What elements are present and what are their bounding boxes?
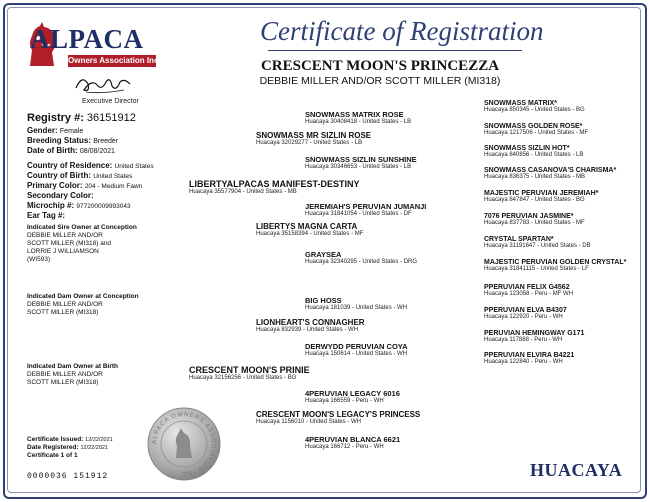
pedigree-dam-dam: CRESCENT MOON'S LEGACY'S PRINCESS Huacaya 1156010 - United States - WH [256, 410, 421, 425]
date-registered-field: Date Registered: 12/22/2021 [27, 444, 108, 451]
microchip-field: Microchip #: 977200009993043 [27, 201, 131, 210]
pedigree-gen4-entry: 7076 PERUVIAN JASMINE* Huacaya 837783 - United States - MF [484, 213, 585, 226]
sire-owner-line: (WI593) [27, 256, 51, 263]
executive-title: Executive Director [82, 98, 139, 105]
dam-owner-line: SCOTT MILLER (MI318) [27, 309, 99, 316]
ear-tag-field: Ear Tag #: [27, 211, 66, 220]
org-logo-text: ALPACA [30, 24, 144, 54]
pedigree-dss: BIG HOSS Huacaya 181039 - United States - WH [305, 296, 408, 311]
country-birth-field: Country of Birth: United States [27, 171, 133, 180]
sire-owner-line: DEBBIE MILLER AND/OR [27, 232, 103, 239]
birth-owner-line: SCOTT MILLER (MI318) [27, 379, 99, 386]
pedigree-gen4-entry: SNOWMASS SIZLIN HOT* Huacaya 840856 - United States - LB [484, 145, 584, 158]
registry-number: Registry #: 36151912 [27, 112, 136, 124]
breed-label: HUACAYA [530, 460, 623, 480]
pedigree-dam-sire: LIONHEART'S CONNAGHER Huacaya 832939 - United States - WH [256, 318, 365, 333]
certificate-serial: 0000036 151912 [27, 472, 109, 481]
pedigree-sire-sire: SNOWMASS MR SIZLIN ROSE Huacaya 32029277 - United States - LB [256, 131, 372, 146]
date-of-birth-field: Date of Birth: 08/08/2021 [27, 146, 115, 155]
dam-owner-line: DEBBIE MILLER AND/OR [27, 301, 103, 308]
secondary-color-field: Secondary Color: [27, 191, 94, 200]
title-underline [268, 50, 522, 51]
pedigree-dds: 4PERUVIAN LEGACY 6016 Huacaya 166559 - Peru - WH [305, 389, 400, 404]
pedigree-sdd: GRAYSEA Huacaya 32340295 - United States - DRG [305, 250, 418, 265]
pedigree-dam: CRESCENT MOON'S PRINIE Huacaya 32156256 - United States - BG [189, 365, 310, 381]
certificate-issued-field: Certificate Issued: 12/22/2021 [27, 436, 113, 443]
pedigree-gen4-entry: SNOWMASS GOLDEN ROSE* Huacaya 1217506 - United States - MF [484, 123, 589, 136]
birth-owner-line: DEBBIE MILLER AND/OR [27, 371, 103, 378]
pedigree-dsd: DERWYDD PERUVIAN COYA Huacaya 150614 - United States - WH [305, 342, 408, 357]
breeding-status-field: Breeding Status: Breeder [27, 136, 119, 145]
pedigree-gen4-entry: SNOWMASS MATRIX* Huacaya 850345 - United States - BG [484, 100, 585, 113]
sire-owner-heading: Indicated Sire Owner at Conception [27, 224, 137, 231]
pedigree-gen4-entry: PPERUVIAN FELIX G4562 Huacaya 123058 - Peru - MF WH [484, 284, 574, 297]
certificate-title: Certificate of Registration [260, 16, 544, 46]
pedigree-sire: LIBERTYALPACAS MANIFEST-DESTINY Huacaya 35577904 - United States - MB [189, 179, 360, 195]
gender-field: Gender: Female [27, 126, 84, 135]
seal-text: ALPACA OWNERS ASSOCIATION INC [151, 411, 217, 477]
pedigree-gen4-entry: MAJESTIC PERUVIAN GOLDEN CRYSTAL* Huacaya 31841115 - United States - LF [484, 259, 627, 272]
pedigree-gen4-entry: PPERUVIAN ELVA B4307 Huacaya 122920 - Peru - WH [484, 307, 567, 320]
animal-name: CRESCENT MOON'S PRINCEZZA [260, 58, 500, 74]
dam-owner-heading: Indicated Dam Owner at Conception [27, 293, 139, 300]
owner-line: DEBBIE MILLER AND/OR SCOTT MILLER (MI318) [259, 75, 501, 87]
birth-owner-heading: Indicated Dam Owner at Birth [27, 363, 119, 370]
director-signature-icon [72, 72, 134, 96]
sire-owner-line: SCOTT MILLER (MI318) and [27, 240, 112, 247]
pedigree-gen4-entry: PERUVIAN HEMINGWAY G171 Huacaya 117888 - Peru - WH [484, 330, 585, 343]
pedigree-sds: JEREMIAH'S PERUVIAN JUMANJI Huacaya 31841054 - United States - DF [305, 202, 427, 217]
pedigree-ssd: SNOWMASS SIZLIN SUNSHINE Huacaya 30346653 - United States - LB [305, 155, 417, 170]
primary-color-field: Primary Color: 204 - Medium Fawn [27, 181, 143, 190]
country-residence-field: Country of Residence: United States [27, 161, 154, 170]
pedigree-gen4-entry: MAJESTIC PERUVIAN JEREMIAH* Huacaya 847847 - United States - BG [484, 190, 599, 203]
pedigree-sss: SNOWMASS MATRIX ROSE Huacaya 30408418 - United States - LB [305, 110, 412, 125]
org-logo-tagline: Owners Association Inc [68, 56, 159, 65]
pedigree-gen4-entry: SNOWMASS CASANOVA'S CHARISMA* Huacaya 836375 - United States - MB [484, 167, 617, 180]
pedigree-ddd: 4PERUVIAN BLANCA 6621 Huacaya 166712 - Peru - WH [305, 435, 401, 450]
pedigree-gen4-entry: PPERUVIAN ELVIRA B4221 Huacaya 122840 - Peru - WH [484, 352, 575, 365]
association-seal-icon [146, 406, 222, 482]
pedigree-sire-dam: LIBERTYS MAGNA CARTA Huacaya 35158394 - United States - MF [256, 222, 364, 237]
certificate-count: Certificate 1 of 1 [27, 452, 78, 459]
pedigree-gen4-entry: CRYSTAL SPARTAN* Huacaya 31191647 - United States - DB [484, 236, 591, 249]
sire-owner-line: LORRIE J WILLIAMSON [27, 248, 99, 255]
